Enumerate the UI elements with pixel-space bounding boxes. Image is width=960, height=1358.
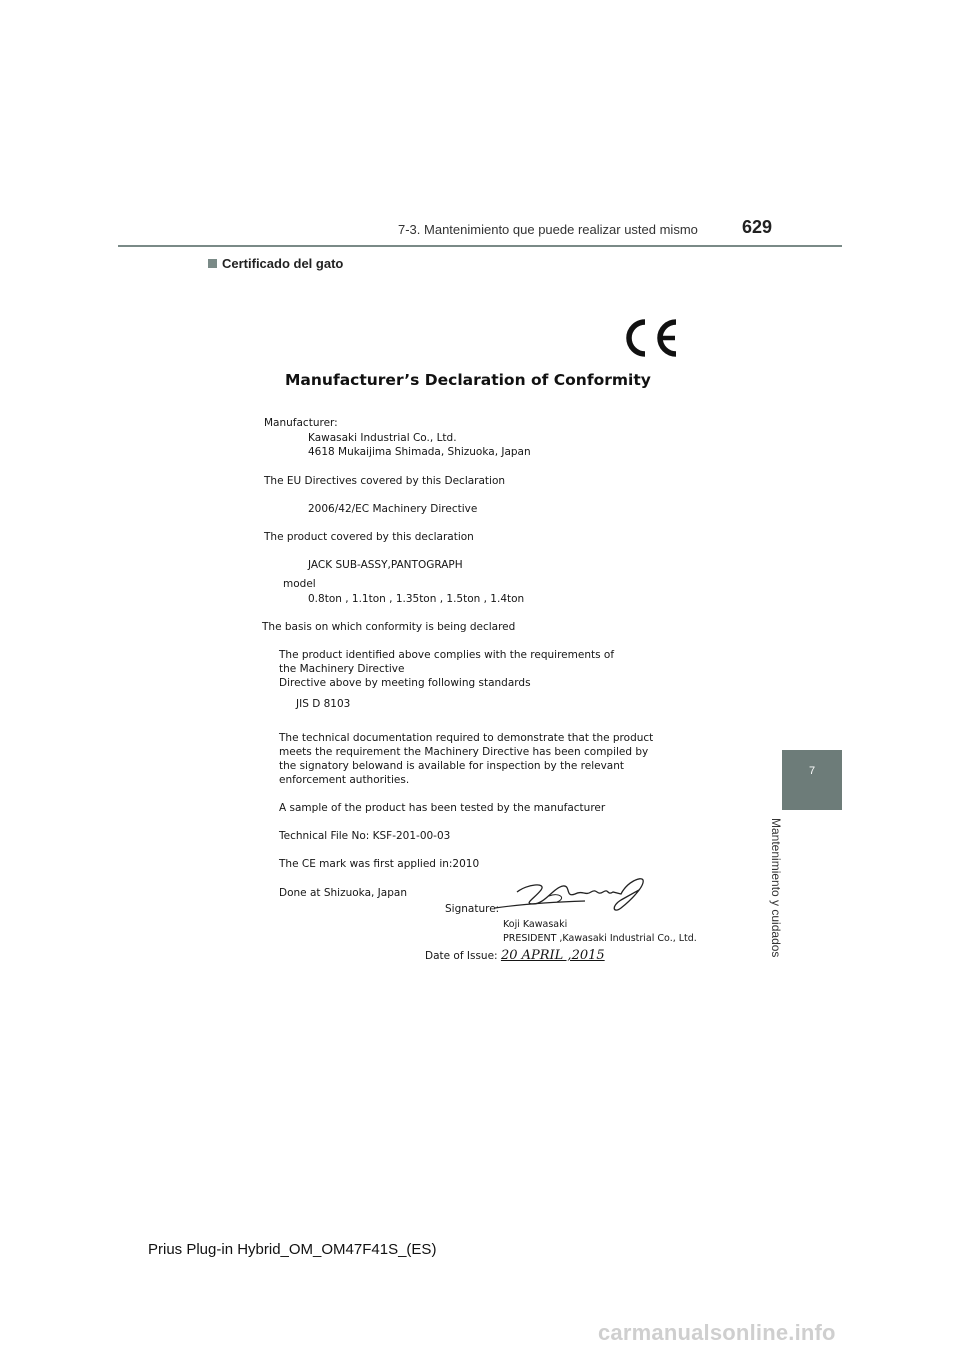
basis-line: The product identified above complies with the requirements of <box>279 649 615 661</box>
signatory-name: Koji Kawasaki <box>503 919 568 930</box>
jack-certificate <box>255 300 715 970</box>
chapter-tab: 7 <box>782 750 842 810</box>
ce-mark-applied-line: The CE mark was first applied in:2010 <box>279 858 480 870</box>
tech-doc-line: the signatory belowand is available for inspection by the relevant <box>279 760 625 772</box>
date-of-issue <box>425 948 605 963</box>
page-number: 629 <box>742 217 773 237</box>
product-heading: The product covered by this declaration <box>264 531 474 543</box>
date-value: 20 APRIL ,2015 <box>500 948 605 963</box>
tech-doc-line: meets the requirement the Machinery Directive has been compiled by <box>279 746 649 758</box>
manufacturer-name: Kawasaki Industrial Co., Ltd. <box>308 432 457 444</box>
tech-doc-line: enforcement authorities. <box>279 774 410 786</box>
basis-line: the Machinery Directive <box>279 663 405 675</box>
basis-line: Directive above by meeting following standards <box>279 677 531 689</box>
signatory-title: PRESIDENT ,Kawasaki Industrial Co., Ltd. <box>503 933 697 944</box>
sample-tested-line: A sample of the product has been tested by the manufacturer <box>279 802 606 814</box>
directives-heading: The EU Directives covered by this Declaration <box>264 475 506 487</box>
header-divider <box>118 245 842 247</box>
signature-label: Signature: <box>445 903 500 915</box>
date-label: Date of Issue: <box>425 950 498 962</box>
product-name: JACK SUB-ASSY,PANTOGRAPH <box>308 559 463 571</box>
tech-doc-line: The technical documentation required to demonstrate that the product <box>279 732 654 744</box>
handwritten-signature-icon <box>493 874 663 918</box>
chapter-side-label <box>769 818 804 978</box>
model-list: 0.8ton , 1.1ton , 1.35ton , 1.5ton , 1.4ton <box>308 593 525 605</box>
standard-code: JIS D 8103 <box>296 698 351 710</box>
section-title: 7-3. Mantenimiento que puede realizar usted mismo <box>398 222 698 237</box>
footer-model-code: Prius Plug-in Hybrid_OM_OM47F41S_(ES) <box>148 1241 437 1258</box>
certificate-title: Manufacturer’s Declaration of Conformity <box>285 371 651 389</box>
ce-mark-icon <box>618 316 680 360</box>
subheading <box>208 256 343 271</box>
model-label: model <box>283 578 316 590</box>
manufacturer-address: 4618 Mukaijima Shimada, Shizuoka, Japan <box>308 446 531 458</box>
basis-heading: The basis on which conformity is being declared <box>262 621 516 633</box>
technical-file-number: Technical File No: KSF-201-00-03 <box>279 830 451 842</box>
done-at-line: Done at Shizuoka, Japan <box>279 887 407 899</box>
watermark: carmanualsonline.info <box>598 1320 836 1345</box>
chapter-side-label-text: Mantenimiento y cuidados <box>769 818 783 958</box>
subheading-text: Certificado del gato <box>222 256 344 271</box>
manufacturer-label: Manufacturer: <box>264 417 338 429</box>
directive-name: 2006/42/EC Machinery Directive <box>308 503 478 515</box>
square-bullet-icon <box>208 259 217 268</box>
